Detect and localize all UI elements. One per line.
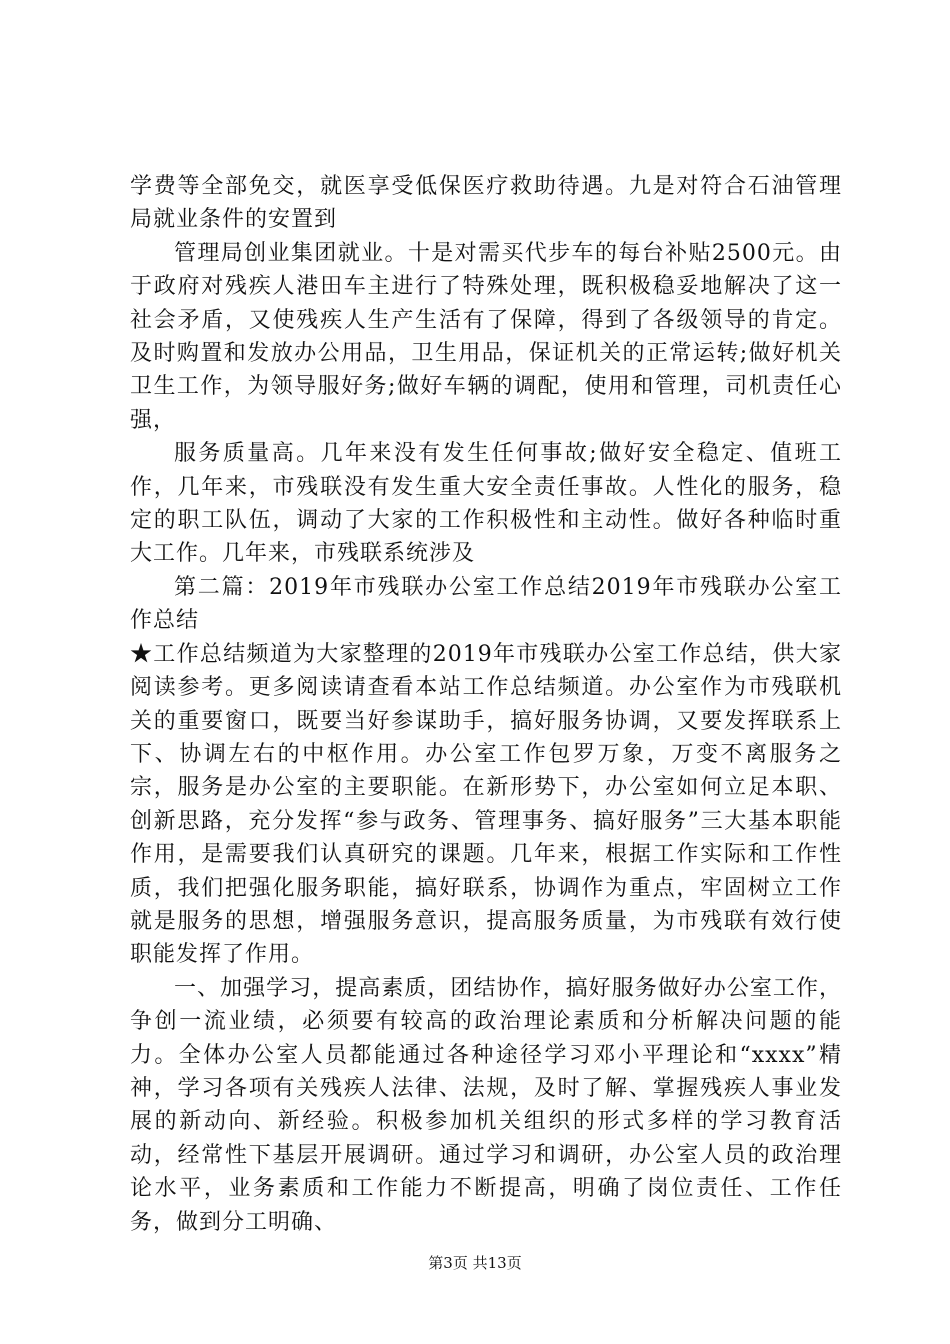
page-number-footer: 第3页 共13页: [428, 1254, 522, 1272]
paragraph-5: ★工作总结频道为大家整理的2019年市残联办公室工作总结，供大家阅读参考。更多阅读请查看本站工作总结频道。办公室作为市残联机关的重要窗口，既要当好参谋助手，搞好服务协调，又要发挥联系上下、协调左右的中枢作用。办公室工作包罗万象，万变不离服务之宗，服务是办公室的主要职能。在新形势下，办公室如何立足本职、创新思路，充分发挥“参与政务、管理事务、搞好服务”三大基本职能作用，是需要我们认真研究的课题。几年来，根据工作实际和工作性质，我们把强化服务职能，搞好联系，协调作为重点，牢固树立工作就是服务的思想，增强服务意识，提高服务质量，为市残联有效行使职能发挥了作用。: [130, 641, 842, 968]
paragraph-1: 学费等全部免交，就医享受低保医疗救助待遇。九是对符合石油管理局就业条件的安置到: [130, 174, 842, 233]
paragraph-2: 管理局创业集团就业。十是对需买代步车的每台补贴2500元。由于政府对残疾人港田车主进行了特殊处理，既积极稳妥地解决了这一社会矛盾，又使残疾人生产生活有了保障，得到了各级领导的肯定。及时购置和发放办公用品，卫生用品，保证机关的正常运转;做好机关卫生工作，为领导服好务;做好车辆的调配，使用和管理，司机责任心强，: [130, 240, 842, 433]
document-body: [130, 170, 842, 1239]
paragraph-4-heading: 第二篇：2019年市残联办公室工作总结2019年市残联办公室工作总结: [130, 574, 842, 634]
paragraph-3: 服务质量高。几年来没有发生任何事故;做好安全稳定、值班工作，几年来，市残联没有发生重大安全责任事故。人性化的服务，稳定的职工队伍，调动了大家的工作积极性和主动性。做好各种临时重大工作。几年来，市残联系统涉及: [130, 441, 842, 567]
paragraph-6: 一、加强学习，提高素质，团结协作，搞好服务做好办公室工作，争创一流业绩，必须要有较高的政治理论素质和分析解决问题的能力。全体办公室人员都能通过各种途径学习邓小平理论和“xxxx”精神，学习各项有关残疾人法律、法规，及时了解、掌握残疾人事业发展的新动向、新经验。积极参加机关组织的形式多样的学习教育活动，经常性下基层开展调研。通过学习和调研，办公室人员的政治理论水平，业务素质和工作能力不断提高，明确了岗位责任、工作任务，做到分工明确、: [130, 975, 842, 1235]
